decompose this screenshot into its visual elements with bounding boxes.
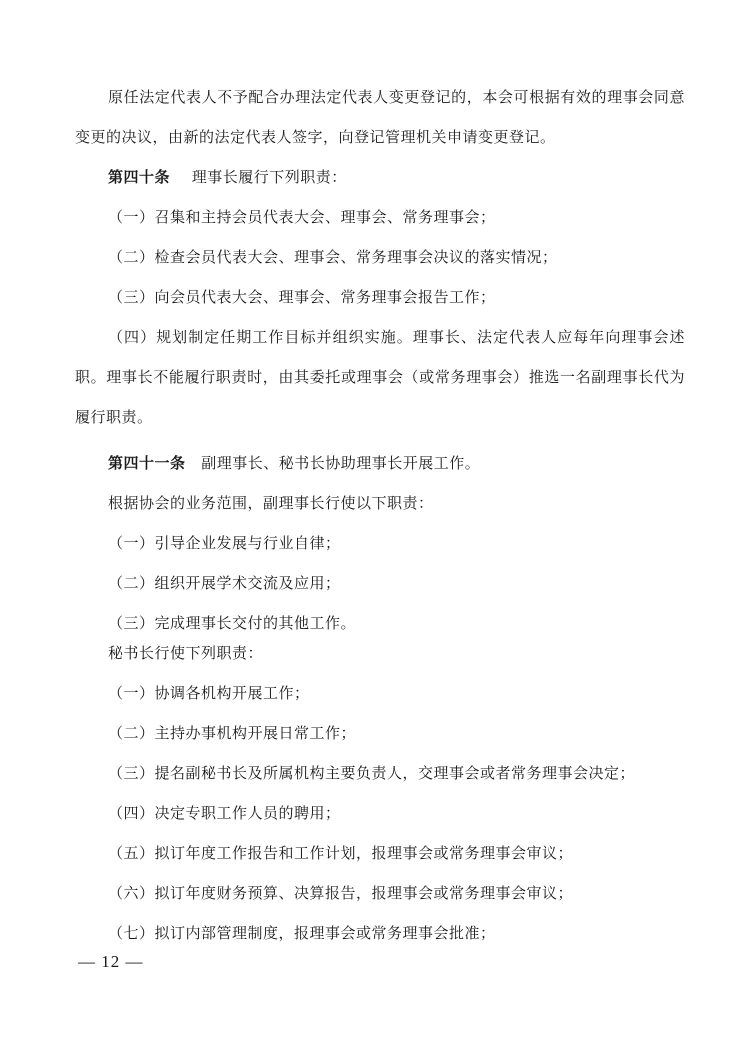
- paragraph-text: （七）拟订内部管理制度，报理事会或常务理事会批准；: [108, 926, 496, 942]
- paragraph-text: （四）决定专职工作人员的聘用；: [108, 806, 341, 822]
- paragraph: [75, 318, 685, 438]
- paragraph: [75, 564, 685, 604]
- paragraph: [75, 524, 685, 564]
- paragraph-text: （四）规划制定任期工作目标并组织实施。理事长、法定代表人应每年向理事会述职。理事长不能履行职责时，由其委托或理事会（或常务理事会）推选一名副理事长代为履行职责。: [75, 330, 685, 426]
- paragraph: [75, 714, 685, 754]
- page-number: — 12 —: [78, 952, 144, 971]
- paragraph-text: 秘书长行使下列职责：: [108, 646, 264, 662]
- paragraph: [75, 794, 685, 834]
- paragraph-text: （一）协调各机构开展工作；: [108, 686, 310, 702]
- paragraph-text: （六）拟订年度财务预算、决算报告，报理事会或常务理事会审议；: [108, 886, 574, 902]
- paragraph-text: 根据协会的业务范围，副理事长行使以下职责：: [108, 496, 434, 512]
- paragraph: [75, 278, 685, 318]
- paragraph: [75, 484, 685, 524]
- paragraph-text: 原任法定代表人不予配合办理法定代表人变更登记的，本会可根据有效的理事会同意变更的决议，由新的法定代表人签字，向登记管理机关申请变更登记。: [75, 90, 685, 146]
- document-body: [75, 78, 685, 954]
- article-number: 第四十条: [108, 170, 171, 186]
- paragraph-text: 理事长履行下列职责：: [191, 170, 347, 186]
- paragraph-text: （二）主持办事机构开展日常工作；: [108, 726, 357, 742]
- paragraph-text: （三）提名副秘书长及所属机构主要负责人，交理事会或者常务理事会决定；: [108, 766, 636, 782]
- paragraph-text: （二）检查会员代表大会、理事会、常务理事会决议的落实情况；: [108, 250, 558, 266]
- article-paragraph: [75, 158, 685, 198]
- paragraph: [75, 834, 685, 874]
- paragraph: [75, 674, 685, 714]
- paragraph: [75, 914, 685, 954]
- page-footer: [78, 952, 144, 972]
- paragraph: [75, 634, 685, 674]
- paragraph-text: 副理事长、秘书长协助理事长开展工作。: [201, 456, 481, 472]
- article-paragraph: [75, 444, 685, 484]
- paragraph-text: （三）向会员代表大会、理事会、常务理事会报告工作；: [108, 290, 496, 306]
- paragraph-text: （一）引导企业发展与行业自律；: [108, 536, 341, 552]
- article-number: 第四十一条: [108, 456, 186, 472]
- paragraph: [75, 198, 685, 238]
- paragraph-text: （二）组织开展学术交流及应用；: [108, 576, 341, 592]
- paragraph-text: （三）完成理事长交付的其他工作。: [108, 616, 357, 632]
- paragraph-text: （五）拟订年度工作报告和工作计划，报理事会或常务理事会审议；: [108, 846, 574, 862]
- paragraph: [75, 874, 685, 914]
- paragraph: [75, 754, 685, 794]
- paragraph-text: （一）召集和主持会员代表大会、理事会、常务理事会；: [108, 210, 496, 226]
- paragraph: [75, 78, 685, 158]
- paragraph: [75, 238, 685, 278]
